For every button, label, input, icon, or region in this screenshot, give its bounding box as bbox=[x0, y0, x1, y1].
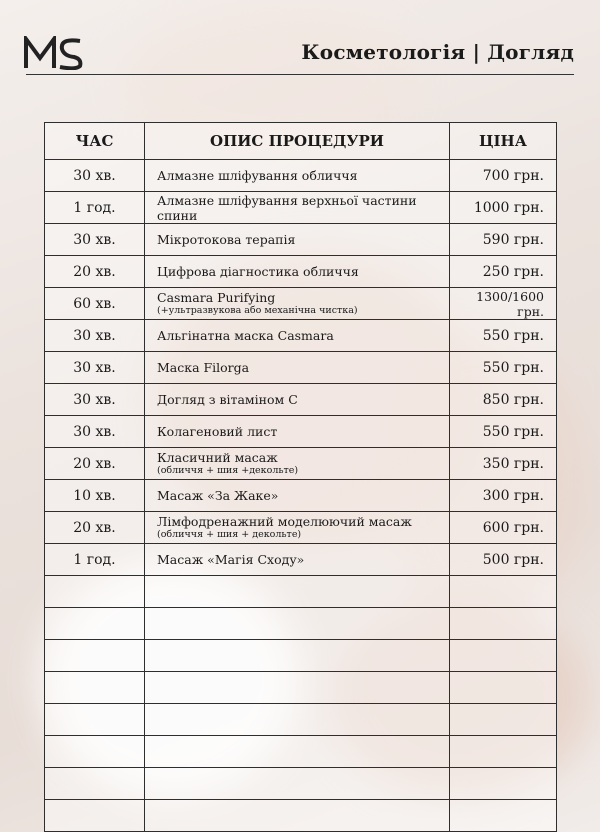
row-description: Лімфодренажний моделюючий масаж bbox=[157, 514, 412, 529]
row-price: 600 грн. bbox=[450, 512, 557, 544]
row-price bbox=[450, 640, 557, 672]
table-row bbox=[45, 768, 557, 800]
row-description-cell bbox=[145, 320, 450, 352]
row-description-cell bbox=[145, 160, 450, 192]
table-row bbox=[45, 416, 557, 448]
row-description-cell bbox=[145, 736, 450, 768]
table-row bbox=[45, 160, 557, 192]
row-description-cell bbox=[145, 416, 450, 448]
table-row bbox=[45, 640, 557, 672]
row-description-cell bbox=[145, 608, 450, 640]
row-price bbox=[450, 768, 557, 800]
row-price bbox=[450, 704, 557, 736]
row-description-cell bbox=[145, 288, 450, 320]
row-price: 550 грн. bbox=[450, 320, 557, 352]
row-description: Алмазне шліфування обличчя bbox=[157, 168, 358, 183]
row-description-cell bbox=[145, 672, 450, 704]
column-header-description: ОПИС ПРОЦЕДУРИ bbox=[145, 123, 450, 160]
table-row bbox=[45, 800, 557, 832]
row-description: Цифрова діагностика обличчя bbox=[157, 264, 359, 279]
row-price bbox=[450, 736, 557, 768]
table-row bbox=[45, 352, 557, 384]
page-title: Косметологія | Догляд bbox=[301, 40, 574, 64]
row-time: 30 хв. bbox=[45, 352, 145, 384]
row-description: Альгінатна маска Casmara bbox=[157, 328, 334, 343]
row-time: 20 хв. bbox=[45, 512, 145, 544]
row-price bbox=[450, 800, 557, 832]
table-header-row bbox=[45, 123, 557, 160]
row-description: Casmara Purifying bbox=[157, 290, 276, 305]
table-row bbox=[45, 512, 557, 544]
row-time bbox=[45, 800, 145, 832]
row-description: Догляд з вітаміном С bbox=[157, 392, 298, 407]
row-price: 590 грн. bbox=[450, 224, 557, 256]
row-description-note: (+ультразвукова або механічна чистка) bbox=[157, 305, 358, 316]
row-description: Класичний масаж bbox=[157, 450, 278, 465]
row-description: Маска Filorga bbox=[157, 360, 250, 375]
row-time: 30 хв. bbox=[45, 320, 145, 352]
row-time: 30 хв. bbox=[45, 384, 145, 416]
row-time: 1 год. bbox=[45, 192, 145, 224]
row-time: 30 хв. bbox=[45, 224, 145, 256]
row-price: 1000 грн. bbox=[450, 192, 557, 224]
row-price bbox=[450, 608, 557, 640]
row-description: Алмазне шліфування верхньої частини спини bbox=[157, 192, 417, 223]
table-row bbox=[45, 448, 557, 480]
row-description: Колагеновий лист bbox=[157, 424, 278, 439]
table-row bbox=[45, 576, 557, 608]
row-description-cell bbox=[145, 512, 450, 544]
row-description-cell bbox=[145, 768, 450, 800]
row-description-cell bbox=[145, 576, 450, 608]
row-time bbox=[45, 672, 145, 704]
row-description-note: (обличчя + шия +декольте) bbox=[157, 465, 299, 476]
row-time: 10 хв. bbox=[45, 480, 145, 512]
row-description-note: (обличчя + шия + декольте) bbox=[157, 529, 302, 540]
row-price: 500 грн. bbox=[450, 544, 557, 576]
row-description: Масаж «За Жаке» bbox=[157, 488, 279, 503]
row-time bbox=[45, 704, 145, 736]
table-row bbox=[45, 480, 557, 512]
table-row bbox=[45, 192, 557, 224]
row-price: 700 грн. bbox=[450, 160, 557, 192]
row-time: 30 хв. bbox=[45, 160, 145, 192]
column-header-time: ЧАС bbox=[45, 123, 145, 160]
table-row bbox=[45, 672, 557, 704]
row-time bbox=[45, 736, 145, 768]
row-price: 550 грн. bbox=[450, 416, 557, 448]
row-time bbox=[45, 576, 145, 608]
price-table bbox=[44, 122, 557, 832]
table-row bbox=[45, 736, 557, 768]
row-price: 850 грн. bbox=[450, 384, 557, 416]
row-description-cell bbox=[145, 224, 450, 256]
table-row bbox=[45, 608, 557, 640]
row-description-cell bbox=[145, 192, 450, 224]
row-description-cell bbox=[145, 256, 450, 288]
row-description: Масаж «Магія Сходу» bbox=[157, 552, 305, 567]
table-row bbox=[45, 256, 557, 288]
row-price bbox=[450, 576, 557, 608]
row-description-cell bbox=[145, 384, 450, 416]
row-description-cell bbox=[145, 352, 450, 384]
row-price: 350 грн. bbox=[450, 448, 557, 480]
row-description-cell bbox=[145, 704, 450, 736]
table-row bbox=[45, 704, 557, 736]
row-time: 60 хв. bbox=[45, 288, 145, 320]
table-row bbox=[45, 320, 557, 352]
row-time: 1 год. bbox=[45, 544, 145, 576]
row-description-cell bbox=[145, 800, 450, 832]
table-row bbox=[45, 288, 557, 320]
row-time bbox=[45, 768, 145, 800]
row-description-cell bbox=[145, 640, 450, 672]
row-time: 20 хв. bbox=[45, 448, 145, 480]
table-row bbox=[45, 384, 557, 416]
row-price: 300 грн. bbox=[450, 480, 557, 512]
column-header-price: ЦІНА bbox=[450, 123, 557, 160]
row-description-cell bbox=[145, 480, 450, 512]
row-time: 20 хв. bbox=[45, 256, 145, 288]
row-price bbox=[450, 672, 557, 704]
row-price: 1300/1600 грн. bbox=[450, 288, 557, 320]
row-description-cell bbox=[145, 448, 450, 480]
row-description: Мікротокова терапія bbox=[157, 232, 296, 247]
row-price: 550 грн. bbox=[450, 352, 557, 384]
row-time bbox=[45, 608, 145, 640]
row-time bbox=[45, 640, 145, 672]
brand-logo bbox=[24, 36, 84, 70]
header-divider bbox=[26, 74, 574, 75]
table-row bbox=[45, 224, 557, 256]
row-time: 30 хв. bbox=[45, 416, 145, 448]
row-price: 250 грн. bbox=[450, 256, 557, 288]
row-description-cell bbox=[145, 544, 450, 576]
table-row bbox=[45, 544, 557, 576]
table-body bbox=[45, 160, 557, 832]
